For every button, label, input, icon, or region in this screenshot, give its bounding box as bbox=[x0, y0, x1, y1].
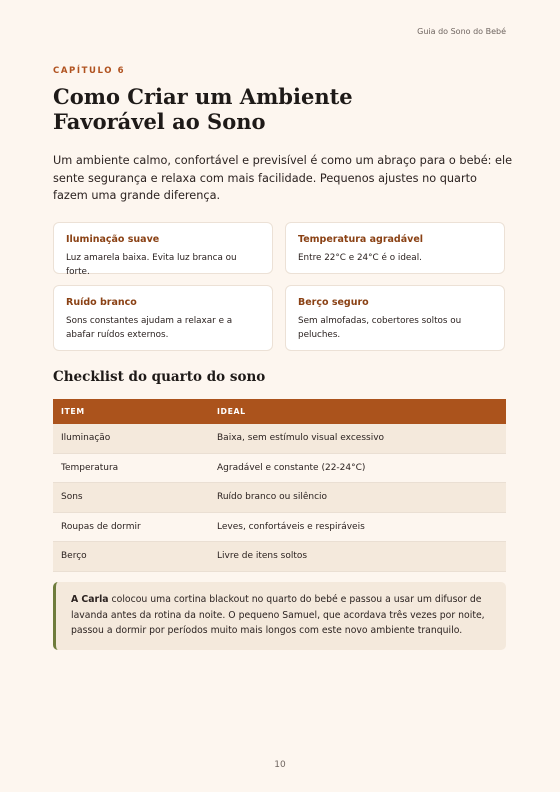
tip-card-white-noise bbox=[53, 285, 273, 351]
table-cell-ideal: Agradável e constante (22-24°C) bbox=[209, 453, 506, 483]
tip-card-text: Entre 22°C e 24°C é o ideal. bbox=[298, 253, 422, 263]
table-row bbox=[53, 424, 506, 453]
table-cell-item: Iluminação bbox=[53, 424, 209, 453]
column-header-ideal: IDEAL bbox=[209, 399, 506, 424]
table-cell-ideal: Ruído branco ou silêncio bbox=[209, 483, 506, 513]
table-row bbox=[53, 512, 506, 542]
testimonial-callout bbox=[53, 582, 506, 650]
table-cell-item: Berço bbox=[53, 542, 209, 572]
tip-card-text: Sons constantes ajudam a relaxar e a abafar ruídos externos. bbox=[66, 316, 233, 340]
table-row bbox=[53, 483, 506, 513]
tip-card-safe-crib bbox=[285, 285, 505, 351]
tip-card-text: Sem almofadas, cobertores soltos ou peluches. bbox=[298, 316, 462, 340]
table-cell-ideal: Leves, confortáveis e respiráveis bbox=[209, 512, 506, 542]
chapter-label: CAPÍTULO 6 bbox=[53, 66, 126, 76]
table-cell-ideal: Baixa, sem estímulo visual excessivo bbox=[209, 424, 506, 453]
column-header-item: ITEM bbox=[53, 399, 209, 424]
callout-name: A Carla bbox=[71, 594, 109, 605]
callout-text bbox=[71, 592, 492, 639]
running-header: Guia do Sono do Bebé bbox=[417, 27, 506, 36]
page-title bbox=[53, 84, 473, 134]
table-cell-ideal: Livre de itens soltos bbox=[209, 542, 506, 572]
table-row bbox=[53, 542, 506, 572]
callout-body: colocou uma cortina blackout no quarto do bebé e passou a usar um difusor de lavanda antes da rotina da noite. O pequeno Samuel, que acordava três vezes por noite, passou a dormir por períodos muito mais longos com este novo ambiente tranquilo. bbox=[71, 594, 485, 636]
tip-card-title: Temperatura agradável bbox=[298, 234, 424, 245]
tip-card-title: Iluminação suave bbox=[66, 234, 160, 245]
tip-card-text: Luz amarela baixa. Evita luz branca ou forte. bbox=[66, 253, 237, 277]
title-line-2: Favorável ao Sono bbox=[53, 109, 266, 134]
table-cell-item: Temperatura bbox=[53, 453, 209, 483]
intro-paragraph: Um ambiente calmo, confortável e previsível é como um abraço para o bebé: ele sente segurança e relaxa com mais facilidade. Pequenos ajustes no quarto fazem uma grande diferença. bbox=[53, 154, 513, 202]
checklist-table bbox=[53, 399, 506, 572]
title-line-1: Como Criar um Ambiente bbox=[53, 84, 353, 109]
table-header-row bbox=[53, 399, 506, 424]
page-number: 10 bbox=[274, 760, 286, 770]
tip-card-title: Ruído branco bbox=[66, 297, 137, 308]
table-cell-item: Sons bbox=[53, 483, 209, 513]
table-cell-item: Roupas de dormir bbox=[53, 512, 209, 542]
checklist-title: Checklist do quarto do sono bbox=[53, 369, 266, 385]
tip-card-temperature bbox=[285, 222, 505, 274]
table-row bbox=[53, 453, 506, 483]
tip-card-lighting bbox=[53, 222, 273, 277]
tip-card-title: Berço seguro bbox=[298, 297, 369, 308]
